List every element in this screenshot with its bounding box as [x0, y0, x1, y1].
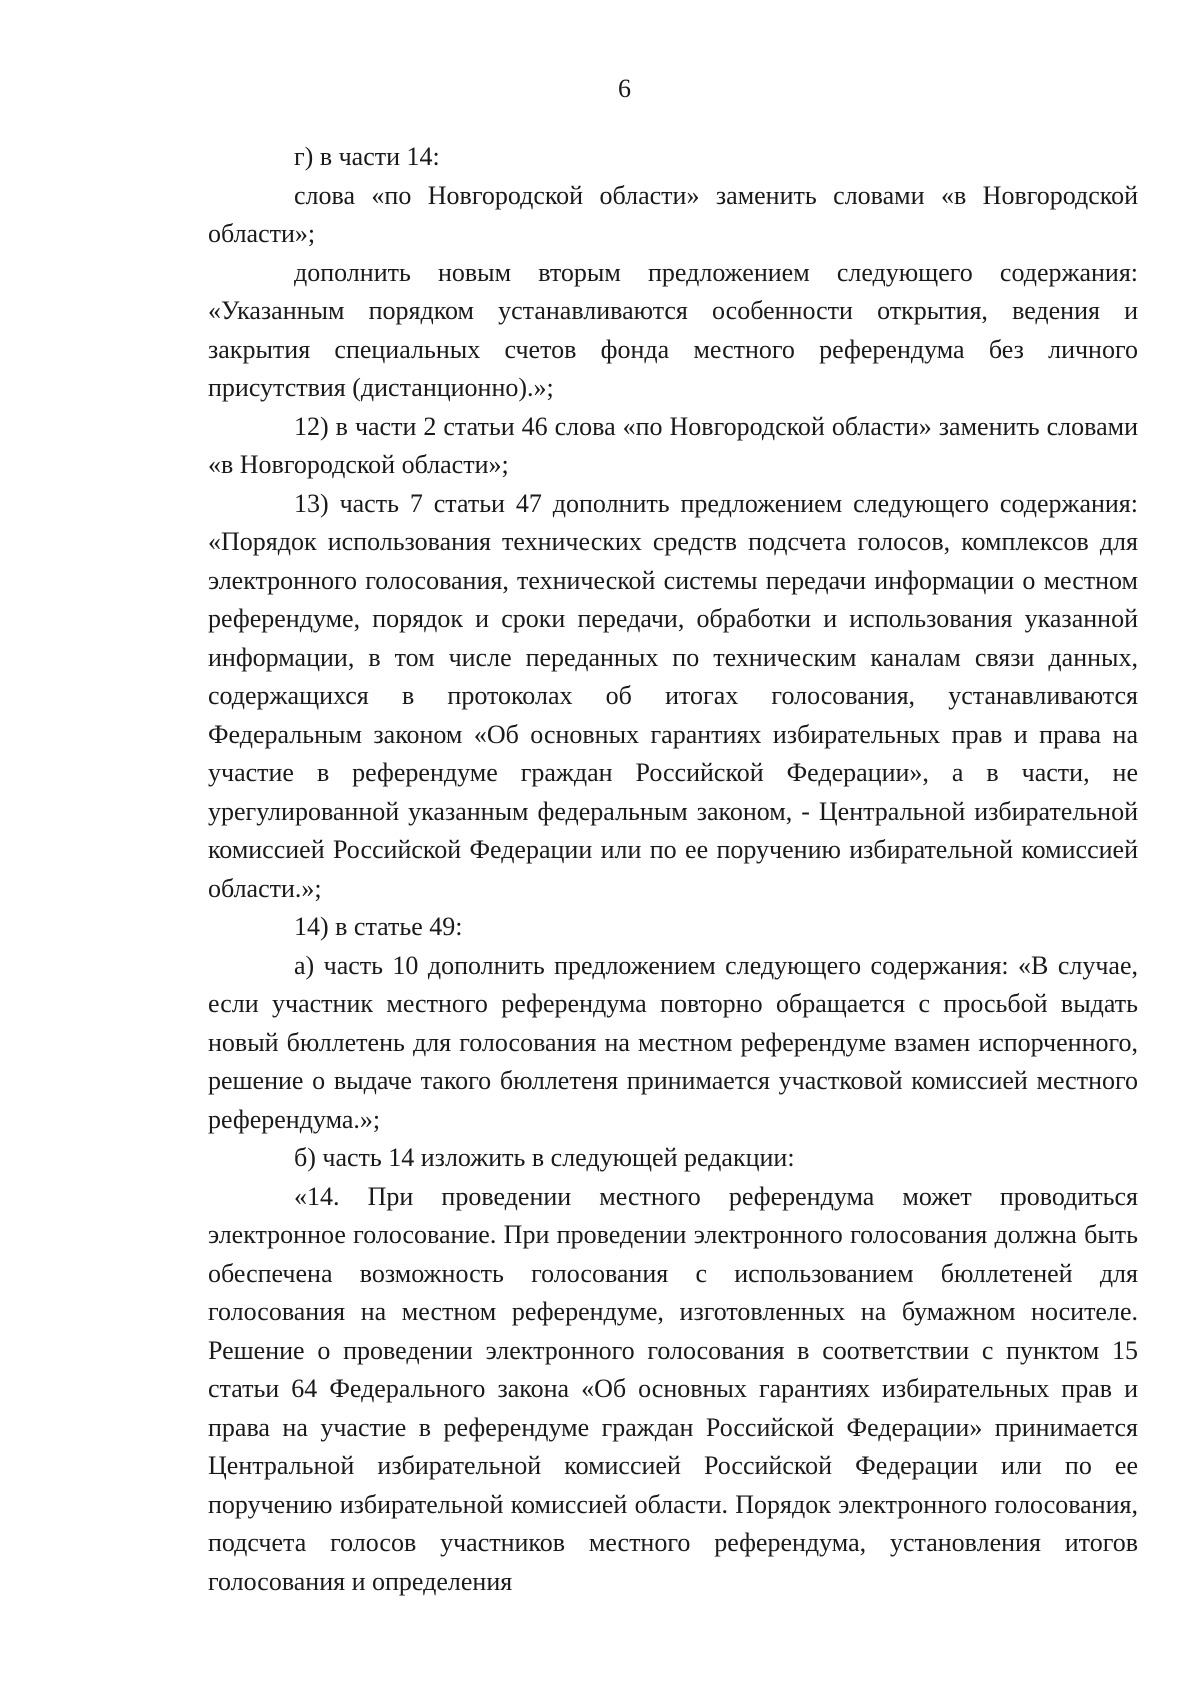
paragraph-9: «14. При проведении местного референдума может проводиться электронное голосование. При проведении электронного голосования должна быть обеспечена возможность голосования с использованием бюллетеней для голосования на местном референдуме, изготовленных на бумажном носителе. Решение о проведении электронного голосования в соответствии с пунктом 15 статьи 64 Федерального закона «Об основных гарантиях избирательных прав и права на участие в референдуме граждан Российской Федерации» принимается Центральной избирательной комиссией Российской Федерации или по ее поручению избирательной комиссией области. Порядок электронного голосования, подсчета голосов участников местного референдума, установления итогов голосования и определения — [208, 1181, 1138, 1596]
paragraph-4: 12) в части 2 статьи 46 слова «по Новгородской области» заменить словами «в Новгородской области»; — [208, 411, 1138, 479]
paragraph-5: 13) часть 7 статьи 47 дополнить предложением следующего содержания: «Порядок использования технических средств подсчета голосов, комплексов для электронного голосования, технической системы передачи информации о местном референдуме, порядок и сроки передачи, обработки и использования указанной информации, в том числе переданных по техническим каналам связи данных, содержащихся в протоколах об итогах голосования, устанавливаются Федеральным законом «Об основных гарантиях избирательных прав и права на участие в референдуме граждан Российской Федерации», а в части, не урегулированной указанным федеральным законом, - Центральной избирательной комиссией Российской Федерации или по ее поручению избирательной комиссией области.»; — [208, 488, 1138, 903]
document-body — [208, 138, 1138, 1601]
paragraph-1: г) в части 14: — [294, 142, 440, 171]
paragraph-8: б) часть 14 изложить в следующей редакции: — [294, 1143, 795, 1172]
page-number: 6 — [618, 74, 631, 103]
paragraph-3: дополнить новым вторым предложением следующего содержания: «Указанным порядком устанавливаются особенности открытия, ведения и закрытия специальных счетов фонда местного референдума без личного присутствия (дистанционно).»; — [208, 257, 1138, 402]
paragraph-2: слова «по Новгородской области» заменить словами «в Новгородской области»; — [208, 180, 1138, 248]
paragraph-6: 14) в статье 49: — [294, 912, 463, 941]
paragraph-7: а) часть 10 дополнить предложением следующего содержания: «В случае, если участник местного референдума повторно обращается с просьбой выдать новый бюллетень для голосования на местном референдуме взамен испорченного, решение о выдаче такого бюллетеня принимается участковой комиссией местного референдума.»; — [208, 950, 1138, 1134]
